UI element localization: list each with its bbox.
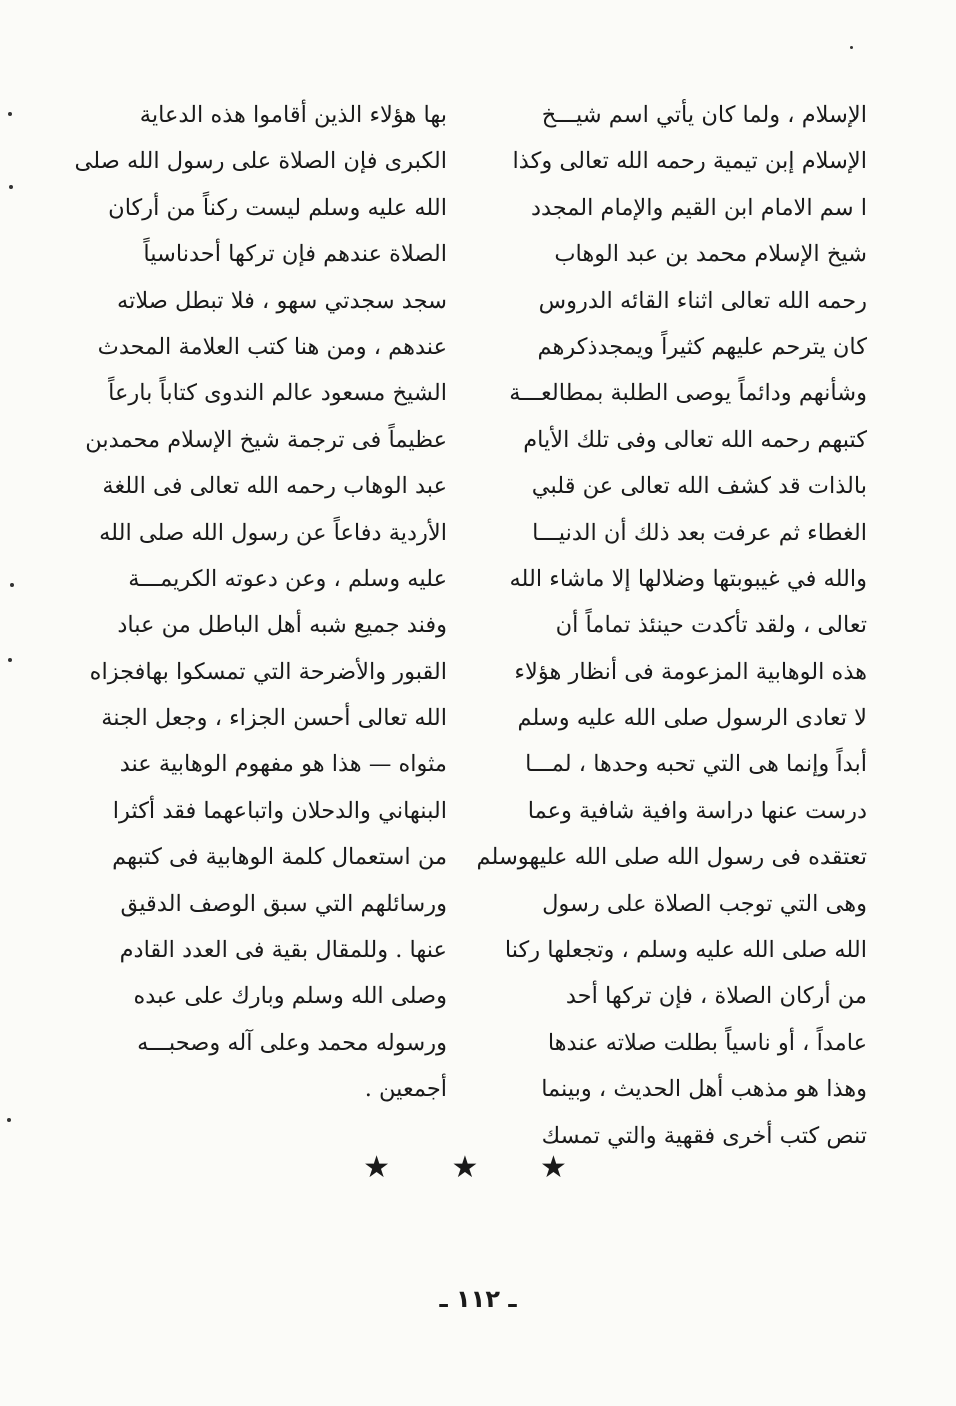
text-line: وهى التي توجب الصلاة على رسول — [542, 890, 867, 917]
text-line: عظيماً فى ترجمة شيخ الإسلام محمدبن — [85, 426, 447, 453]
text-line: بالذات قد كشف الله تعالى عن قلبي — [531, 473, 867, 500]
text-line: الله عليه وسلم ليست ركناً من أركان — [108, 194, 447, 221]
text-line: تنص كتب أخرى فقهية والتي تمسك — [541, 1122, 867, 1149]
text-line: وفند جميع شبه أهل الباطل من عباد — [117, 612, 447, 639]
text-line: سجد سجدتي سهو ، فلا تبطل صلاته — [117, 287, 447, 314]
text-line: شيخ الإسلام محمد بن عبد الوهاب — [554, 241, 867, 268]
text-line: البنهاني والدحلان واتباعهما فقد أكثرا — [112, 797, 447, 824]
text-line: كان يترحم عليهم كثيراً ويمجدذكرهم — [537, 333, 867, 360]
text-line: من أركان الصلاة ، فإن تركها أحد — [565, 983, 867, 1010]
left-text-column — [42, 92, 447, 1113]
text-line: الله تعالى أحسن الجزاء ، وجعل الجنة — [101, 705, 447, 732]
text-line: الكبرى فإن الصلاة على رسول الله صلى — [74, 148, 447, 175]
text-line: كتبهم رحمه الله تعالى وفى تلك الأيام — [523, 426, 867, 453]
text-line: وشأنهم ودائماً يوصى الطلبة بمطالعـــة — [509, 380, 867, 407]
text-line: والله في غيبوبتها وضلالها إلا ماشاء الله — [509, 565, 867, 592]
text-line: ورسائلهم التي سبق الوصف الدقيق — [120, 890, 447, 917]
text-line: ا سم الامام ابن القيم والإمام المجدد — [530, 194, 867, 221]
margin-mark — [8, 658, 12, 662]
text-line: درست عنها دراسة وافية شافية وعما — [527, 797, 867, 824]
margin-mark — [850, 46, 853, 49]
text-line: من استعمال كلمة الوهابية فى كتبهم — [112, 844, 447, 871]
text-line: القبور والأضرحة التي تمسكوا بهافجزاه — [89, 658, 447, 685]
section-separator-stars: ★ ★ ★ — [363, 1150, 593, 1185]
margin-mark — [9, 185, 13, 189]
text-line: عليه وسلم ، وعن دعوته الكريمـــة — [128, 565, 447, 592]
text-line: مثواه — هذا هو مفهوم الوهابية عند — [119, 751, 447, 778]
text-line: وصلى الله وسلم وبارك على عبده — [133, 983, 447, 1010]
text-line: الله صلى الله عليه وسلم ، وتجعلها ركنا — [504, 937, 867, 964]
text-line: وهذا هو مذهب أهل الحديث ، وبينما — [541, 1076, 867, 1103]
page-number: ـ ١١٢ ـ — [439, 1285, 517, 1313]
text-line: هذه الوهابية المزعومة فى أنظار هؤلاء — [514, 658, 867, 685]
text-line: الغطاء ثم عرفت بعد ذلك أن الدنيـــا — [532, 519, 867, 546]
text-line: أجمعين . — [364, 1076, 447, 1103]
text-line: الأردية دفاعاً عن رسول الله صلى الله — [99, 519, 447, 546]
margin-mark — [8, 112, 12, 116]
text-line: الإسلام ، ولما كان يأتي اسم شيـــخ — [541, 102, 867, 128]
text-line: عامداً ، أو ناسياً بطلت صلاته عندها — [547, 1029, 867, 1056]
text-line: رحمه الله تعالى اثناء القائه الدروس — [538, 287, 867, 314]
text-line: تعتقده فى رسول الله صلى الله عليهوسلم — [476, 844, 867, 871]
text-line: الشيخ مسعود عالم الندوى كتاباً بارعاً — [108, 380, 447, 407]
text-line: الصلاة عندهم فإن تركها أحدناسياً — [143, 241, 447, 268]
text-line: عنها . وللمقال بقية فى العدد القادم — [119, 937, 447, 964]
text-line: بها هؤلاء الذين أقاموا هذه الدعاية — [139, 102, 447, 128]
margin-mark — [10, 583, 14, 587]
text-line: لا تعادى الرسول صلى الله عليه وسلم — [517, 705, 867, 732]
text-line: عندهم ، ومن هنا كتب العلامة المحدث — [97, 333, 447, 360]
text-line: تعالى ، ولقد تأكدت حينئذ تماماً أن — [555, 612, 867, 639]
text-line: أبداً وإنما هى التي تحبه وحدها ، لمـــا — [525, 751, 867, 778]
right-text-column — [462, 92, 867, 1159]
text-line: الإسلام إبن تيمية رحمه الله تعالى وكذا — [512, 148, 867, 175]
text-line: ورسوله محمد وعلى آله وصحبـــه — [137, 1029, 447, 1056]
margin-mark — [7, 1118, 11, 1122]
text-line: عبد الوهاب رحمه الله تعالى فى اللغة — [102, 473, 447, 500]
